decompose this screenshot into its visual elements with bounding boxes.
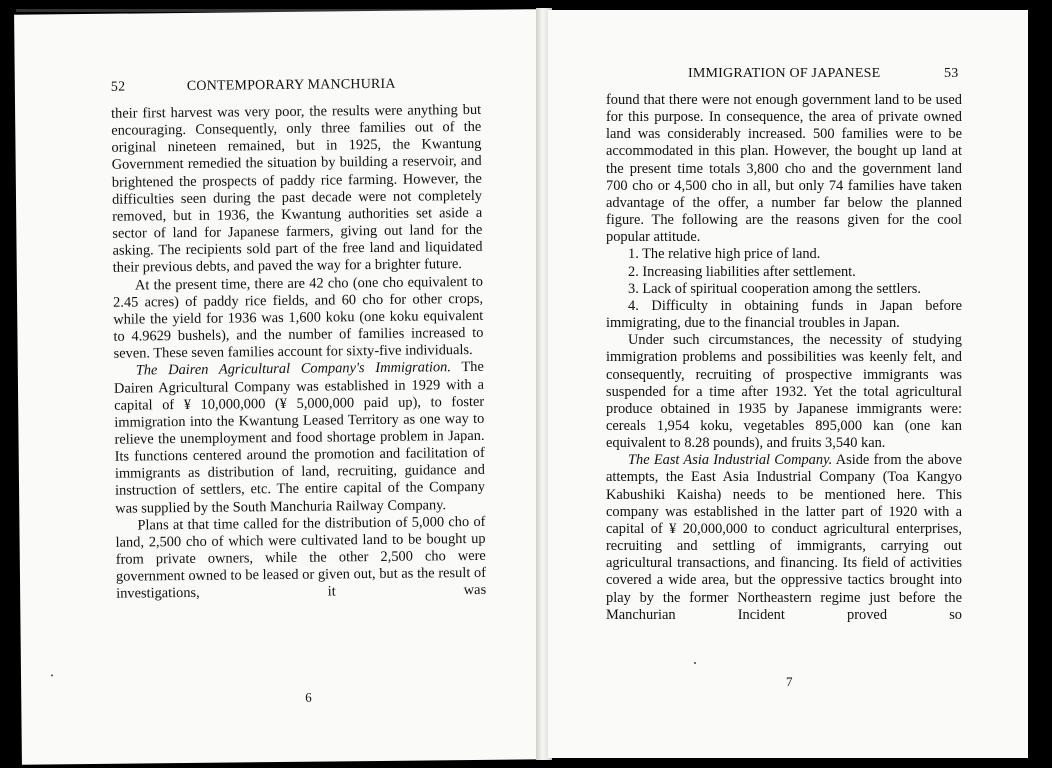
right-paragraph-2: Under such circumstances, the necessity of studying immigration problems and possibilities was keenly felt, and consequently, recruiting of prospective immigrants was suspended for a time after 1932. Yet the total agricultural produce obtained in 1935 by Japanese immigrants were: cereals 1,954 koku, vegetables 895,000 kan (one kan equivalent to 8.28 pounds), and fruits 3,540 kan.	[606, 332, 962, 452]
left-paragraph-3-text: The Dairen Agricultural Company was established in 1929 with a capital of ¥ 10,000,000 (¥ 5,000,000 paid up), to foster immigration into the Kwantung Leased Territory as one way to relieve the unemployment and food shortage problem in Japan. Its functions centered around the promotion and facilitation of immigrants as distribution of land, recruiting, guidance and instruction of settlers, etc. The entire capital of the Company was supplied by the South Manchuria Railway Company.	[113, 359, 486, 517]
left-paragraph-3	[114, 359, 486, 517]
right-paragraph-3-text: Aside from the above attempts, the East Asia Industrial Company (Toa Kangyo Kabushiki Kaisha) needs to be mentioned here. This company was established in the latter part of 1920 with a capital of ¥ 20,000,000 to conduct agricultural enterprises, recruiting and settling of immigrants, carrying out agricultural transactions, and financing. Its field of activities covered a wide area, but the oppressive tactics brought into play by the former Northeastern regime just before the Manchurian Incident proved so	[606, 452, 962, 623]
left-page-number: 52	[110, 79, 126, 95]
right-folio: 7	[786, 674, 793, 689]
list-item-1: 1. The relative high price of land.	[628, 246, 821, 263]
left-folio: 6	[305, 689, 312, 705]
right-speck	[694, 662, 696, 664]
right-page-number: 53	[944, 66, 959, 81]
left-page	[14, 9, 544, 764]
list-item-3: 3. Lack of spiritual cooperation among the settlers.	[628, 280, 921, 297]
left-paragraph-4: Plans at that time called for the distribution of 5,000 cho of land, 2,500 cho of which were cultivated land to be bought up from private owners, while the other 2,500 cho were government owned to be leased or given out, but as the result of investigations, it was	[115, 513, 487, 603]
list-item-4: 4. Difficulty in obtaining funds in Japan before immigrating, due to the financial troubles in Japan.	[606, 297, 962, 332]
left-speck	[51, 674, 53, 676]
right-running-title: IMMIGRATION OF JAPANESE	[688, 66, 881, 81]
list-item-2: 2. Increasing liabilities after settlement.	[628, 263, 856, 280]
right-paragraph-3	[606, 452, 962, 624]
right-body-text	[606, 92, 962, 624]
left-running-title: CONTEMPORARY MANCHURIA	[186, 76, 396, 94]
left-running-head	[110, 76, 491, 95]
right-page	[548, 10, 1028, 758]
right-paragraph-1: found that there were not enough government land to be used for this purpose. In consequence, the area of private owned land was considerably increased. 500 families were to be accommodated in this plan. However, the bought up land at the present time totals 3,800 cho and the government land 700 cho or 4,500 cho in all, but only 74 families have taken advantage of the offer, a number far below the planned figure. The following are the reasons given for the cool popular attitude.	[606, 92, 962, 246]
left-paragraph-1: their first harvest was very poor, the results were anything but encouraging. Consequently, only three families out of the original nineteen remained, but in 1925, the Kwantung Government remedied the situation by building a reservoir, and brightened the prospects of paddy rice farming. However, the difficulties seen during the past decade were not completely removed, but in 1936, the Kwantung authorities set aside a sector of land for Japanese farmers, giving out land for the asking. The recipients sold part of the free land and liquidated their previous debts, and paved the way for a brighter future.	[111, 101, 483, 277]
right-section-heading: The East Asia Industrial Company.	[628, 452, 833, 469]
left-body-text	[111, 102, 486, 603]
left-section-heading: The Dairen Agricultural Company's Immigration.	[135, 359, 452, 379]
left-paragraph-2: At the present time, there are 42 cho (one cho equivalent to 2.45 acres) of paddy rice fields, and 60 cho for other crops, while the yield for 1936 was 1,600 koku (one koku equivalent to 4.9629 bushels), and the number of families increased to seven. These seven families account for sixty-five individuals.	[113, 273, 484, 362]
